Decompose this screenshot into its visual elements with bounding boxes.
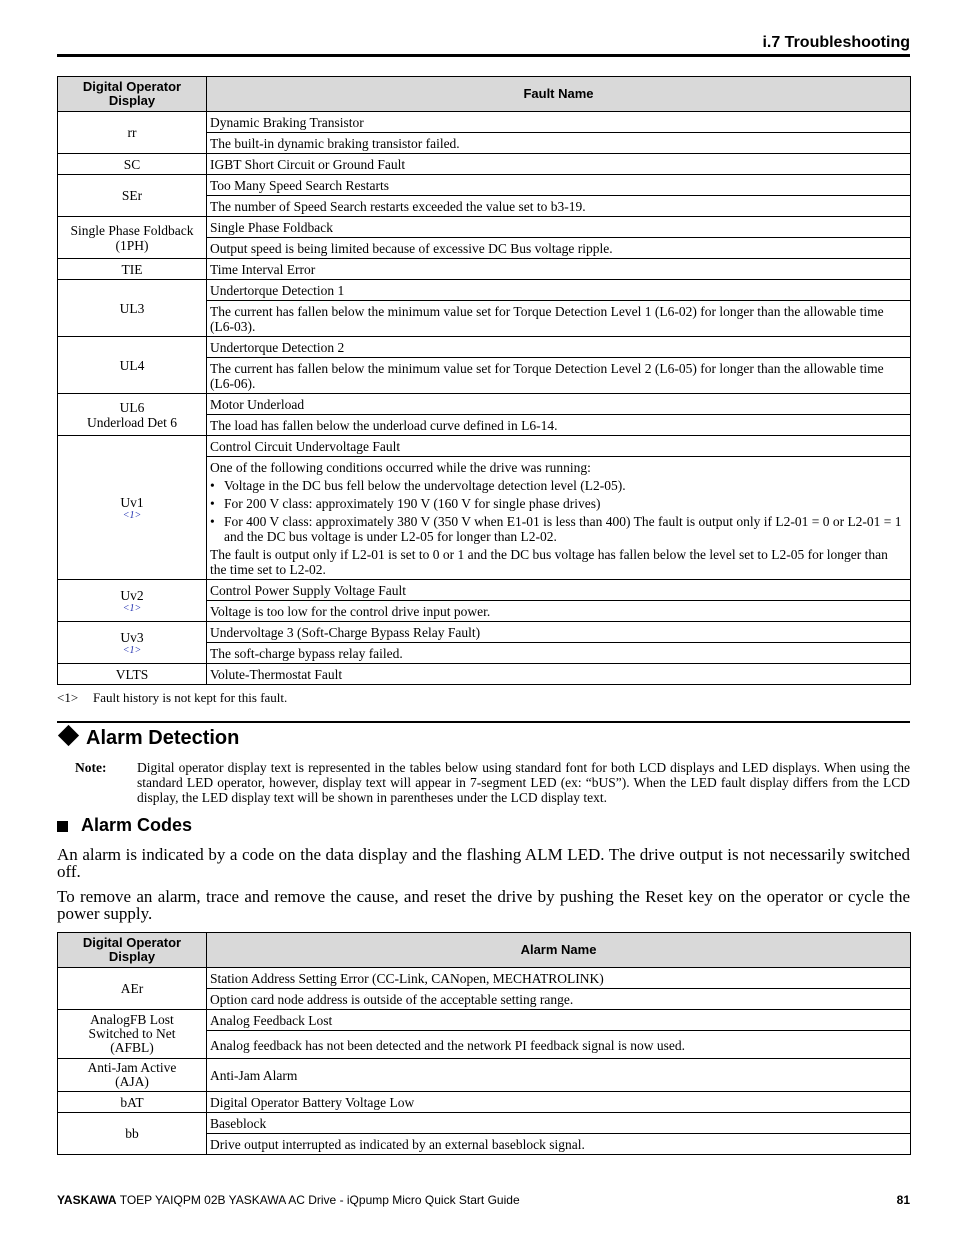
page-number: 81 [896, 1193, 910, 1207]
header-rule [57, 54, 910, 57]
fault-name: Undervoltage 3 (Soft-Charge Bypass Relay Fault) [207, 622, 911, 643]
footnote-text: Fault history is not kept for this fault. [93, 690, 288, 705]
note-text: Digital operator display text is represented in the tables below using standard font for both LCD displays and LED displays. When using the standard LED operator, however, display text will appear in 7-segment LED (ex: “bUS”). When the LED fault display differs from the LCD display, the LED display text will be shown in parentheses under the LCD display text. [137, 760, 910, 805]
document-title: TOEP YAIQPM 02B YASKAWA AC Drive - iQpump Micro Quick Start Guide [119, 1193, 520, 1207]
table-row [58, 259, 911, 280]
table-row [58, 968, 911, 989]
alarm-desc: Option card node address is outside of the acceptable setting range. [207, 989, 911, 1010]
fault-code: Uv2 [120, 587, 144, 603]
fault-code: VLTS [58, 664, 207, 685]
fault-name: Control Circuit Undervoltage Fault [207, 436, 911, 457]
fault-desc: The current has fallen below the minimum value set for Torque Detection Level 1 (L6-02) for longer than the allowable time (L6-03). [207, 301, 911, 337]
section-rule [57, 721, 910, 723]
table-row [58, 394, 911, 415]
alarm-code-led: (AJA) [115, 1074, 149, 1089]
alarm-code: bAT [58, 1092, 207, 1113]
fault-code-led: (1PH) [115, 237, 149, 253]
fault-name: Single Phase Foldback [207, 217, 911, 238]
fault-name: Control Power Supply Voltage Fault [207, 580, 911, 601]
table-row [58, 1059, 911, 1092]
list-item-text: Voltage in the DC bus fell below the undervoltage detection level (L2-05). [224, 478, 626, 493]
fault-code: TIE [58, 259, 207, 280]
fault-name: Time Interval Error [207, 259, 911, 280]
bullet: • [210, 478, 215, 493]
list-item [210, 496, 907, 511]
footnote-ref-link[interactable]: <1> [122, 644, 142, 656]
col-header-display: Digital Operator Display [58, 77, 207, 112]
bullet: • [210, 496, 215, 511]
col-header-alarm-name: Alarm Name [207, 933, 911, 968]
table-row [58, 436, 911, 457]
alarm-name: Station Address Setting Error (CC-Link, CANopen, MECHATROLINK) [207, 968, 911, 989]
col-header-display: Digital Operator Display [58, 933, 207, 968]
brand-name: YASKAWA [57, 1193, 117, 1207]
fault-name: IGBT Short Circuit or Ground Fault [207, 154, 911, 175]
fault-name: Dynamic Braking Transistor [207, 112, 911, 133]
fault-code-cell [58, 580, 207, 622]
alarm-code: bb [58, 1113, 207, 1155]
list-item [210, 514, 907, 544]
alarm-code-cell [58, 1010, 207, 1059]
footnote-ref-link[interactable]: <1> [122, 602, 142, 614]
fault-name: Undertorque Detection 2 [207, 337, 911, 358]
alarm-detection-title: Alarm Detection [86, 727, 240, 749]
table-row [58, 664, 911, 685]
fault-desc: Output speed is being limited because of excessive DC Bus voltage ripple. [207, 238, 911, 259]
fault-code-cell [58, 622, 207, 664]
fault-desc: The current has fallen below the minimum value set for Torque Detection Level 2 (L6-05) for longer than the allowable time (L6-06). [207, 358, 911, 394]
fault-code: Single Phase Foldback [70, 222, 194, 238]
fault-desc: The soft-charge bypass relay failed. [207, 643, 911, 664]
fault-code: UL6 [119, 399, 145, 415]
alarm-codes-title: Alarm Codes [81, 815, 193, 835]
fault-code: UL3 [58, 280, 207, 337]
table-row [58, 217, 911, 238]
note-label: Note: [75, 760, 107, 775]
bullet: • [210, 514, 215, 529]
fault-name: Undertorque Detection 1 [207, 280, 911, 301]
alarm-code: Anti-Jam Active [87, 1060, 177, 1075]
fault-code: Uv1 [120, 494, 144, 510]
alarm-code-cell [58, 1059, 207, 1092]
footnote [57, 690, 287, 706]
fault-code: SC [58, 154, 207, 175]
alarm-code-led: (AFBL) [110, 1040, 154, 1055]
page-footer [57, 1193, 910, 1207]
fault-name: Volute-Thermostat Fault [207, 664, 911, 685]
fault-desc: Voltage is too low for the control drive input power. [207, 601, 911, 622]
body-paragraph: An alarm is indicated by a code on the data display and the flashing ALM LED. The drive output is not necessarily switched off. [57, 845, 910, 881]
footnote-ref-link[interactable]: <1> [122, 509, 142, 521]
fault-table [57, 76, 911, 685]
list-item-text: For 400 V class: approximately 380 V (350 V when E1-01 is less than 400) The fault is output only if L2-01 = 0 or L2-01 = 1 and the DC bus voltage is under L2-05 for longer than L2-02. [224, 514, 902, 544]
alarm-table [57, 932, 911, 1155]
fault-table-header [58, 77, 911, 112]
section-title [57, 727, 239, 750]
alarm-name: Analog Feedback Lost [207, 1010, 911, 1031]
alarm-code: AEr [58, 968, 207, 1010]
fault-name: Too Many Speed Search Restarts [207, 175, 911, 196]
list-item-text: For 200 V class: approximately 190 V (160 V for single phase drives) [224, 496, 601, 511]
table-row [58, 622, 911, 643]
table-row [58, 175, 911, 196]
list-item [210, 478, 907, 493]
fault-name: Motor Underload [207, 394, 911, 415]
table-row [58, 280, 911, 301]
section-header: i.7 Troubleshooting [762, 34, 910, 51]
fault-code-cell [58, 394, 207, 436]
subsection-title [57, 815, 192, 836]
fault-desc-cell [207, 457, 911, 580]
body-paragraph: To remove an alarm, trace and remove the cause, and reset the drive by pushing the Reset key on the operator or cycle the power supply. [57, 887, 910, 923]
fault-code-cell [58, 217, 207, 259]
table-row [58, 1092, 911, 1113]
col-header-fault-name: Fault Name [207, 77, 911, 112]
footnote-number: <1> [57, 690, 79, 705]
fault-code-cell [58, 436, 207, 580]
diamond-icon [58, 725, 79, 746]
condition-list [210, 478, 907, 544]
alarm-desc: Analog feedback has not been detected and the network PI feedback signal is now used. [207, 1031, 911, 1059]
alarm-table-header [58, 933, 911, 968]
alarm-desc: Drive output interrupted as indicated by an external baseblock signal. [207, 1134, 911, 1155]
table-row [58, 112, 911, 133]
alarm-name: Digital Operator Battery Voltage Low [207, 1092, 911, 1113]
table-row [58, 1010, 911, 1031]
table-row [58, 1113, 911, 1134]
fault-desc: The load has fallen below the underload curve defined in L6-14. [207, 415, 911, 436]
table-row [58, 154, 911, 175]
alarm-name: Baseblock [207, 1113, 911, 1134]
fault-desc-intro: One of the following conditions occurred while the drive was running: [210, 460, 591, 475]
fault-code: SEr [58, 175, 207, 217]
alarm-code: AnalogFB Lost [90, 1012, 174, 1027]
fault-desc-outro: The fault is output only if L2-01 is set to 0 or 1 and the DC bus voltage has fallen below the level set to L2-05 for longer than the time set to L2-02. [210, 547, 888, 577]
fault-code-led: Underload Det 6 [87, 414, 177, 430]
fault-desc: The built-in dynamic braking transistor failed. [207, 133, 911, 154]
fault-desc: The number of Speed Search restarts exceeded the value set to b3-19. [207, 196, 911, 217]
fault-code: UL4 [58, 337, 207, 394]
fault-code: rr [58, 112, 207, 154]
fault-code: Uv3 [120, 629, 144, 645]
square-bullet-icon [57, 821, 68, 832]
table-row [58, 580, 911, 601]
alarm-name: Anti-Jam Alarm [207, 1059, 911, 1092]
table-row [58, 337, 911, 358]
alarm-code-line2: Switched to Net [88, 1026, 176, 1041]
